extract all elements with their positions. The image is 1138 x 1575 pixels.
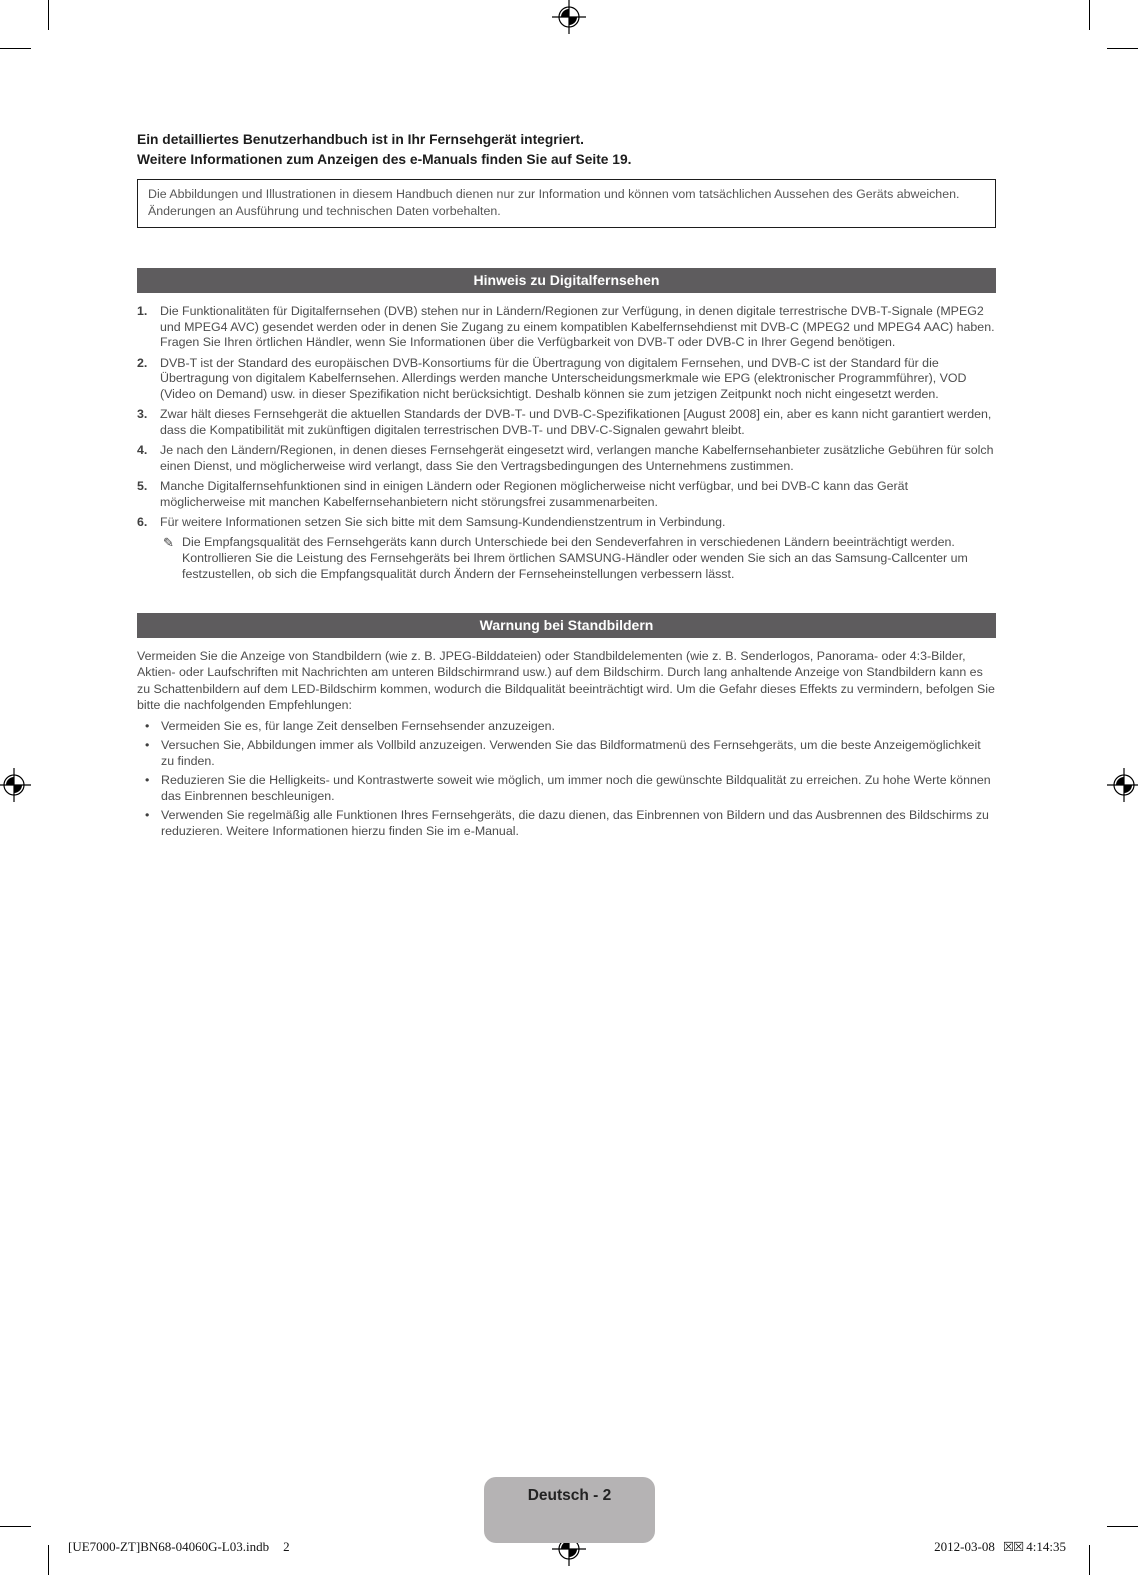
missing-glyph-boxes: ☒☒	[1002, 1540, 1024, 1554]
list-item-text: Die Funktionalitäten für Digitalfernsehen (DVB) stehen nur in Ländern/Regionen zur Verfügung, in denen digitale terrestrische DVB-T-Signale (MPEG2 und MPEG4 AVC) gesendet werden oder in denen Sie Zugang zu einem kompatiblen Kabelfernsehdienst mit DVB-C (MPEG2 und MPEG4 AAC) haben. Fragen Sie Ihren örtlichen Händler, wenn Sie Informationen über die Verfügbarkeit von DVB-T oder DVB-C in Ihrer Gegend benötigen.	[160, 304, 995, 350]
bullet-marker: •	[145, 719, 150, 734]
notice-box: Die Abbildungen und Illustrationen in diesem Handbuch dienen nur zur Information und können vom tatsächlichen Aussehen des Geräts abweichen. Änderungen an Ausführung und technischen Daten vorbehalten.	[137, 179, 996, 228]
registration-mark-icon	[0, 768, 31, 802]
bullet-item	[137, 773, 996, 804]
imprint-file-info	[68, 1539, 290, 1555]
list-item-text: Zwar hält dieses Fernsehgerät die aktuellen Standards der DVB-T- und DVB-C-Spezifikationen [August 2008] ein, aber es kann nicht garantiert werden, dass die Kompatibilität mit zukünftigen digitalen terrestrischen DVB-T- und DBV-C-Signalen gewahrt bleibt.	[160, 407, 992, 437]
crop-mark	[1107, 1526, 1138, 1527]
list-item-number: 2.	[137, 355, 148, 370]
reception-quality-note	[163, 535, 996, 582]
imprint-time: 4:14:35	[1026, 1539, 1066, 1554]
list-item-text: Manche Digitalfernsehfunktionen sind in einigen Ländern oder Regionen möglicherweise nicht verfügbar, und bei DVB-C kann das Gerät möglicherweise mit manchen Kabelfernsehanbietern nicht störungsfrei zusammenarbeiten.	[160, 479, 909, 509]
pencil-note-icon: ✎	[163, 535, 174, 551]
bullet-item	[137, 719, 996, 735]
digital-tv-notes-list	[137, 304, 996, 582]
intro-line-2: Weitere Informationen zum Anzeigen des e-Manuals finden Sie auf Seite 19.	[137, 152, 632, 167]
list-item-text: Für weitere Informationen setzen Sie sich bitte mit dem Samsung-Kundendienstzentrum in Verbindung.	[160, 514, 726, 529]
imprint-file-page: 2	[283, 1539, 290, 1554]
section-header-digital-tv: Hinweis zu Digitalfernsehen	[137, 268, 996, 293]
bullet-marker: •	[145, 808, 150, 823]
list-item-number: 5.	[137, 479, 148, 494]
list-item-number: 3.	[137, 407, 148, 422]
list-item-text: Je nach den Ländern/Regionen, in denen dieses Fernsehgerät eingesetzt wird, verlangen manche Kabelfernsehanbieter zusätzliche Gebühren für solch einen Dienst, und möglicherweise wird verlangt, dass Sie den Vertragsbedingungen des Unternehmens zustimmen.	[160, 443, 994, 473]
crop-mark	[0, 48, 31, 49]
section-header-still-images: Warnung bei Standbildern	[137, 613, 996, 638]
bullet-text: Vermeiden Sie es, für lange Zeit denselben Fernsehsender anzuzeigen.	[161, 719, 555, 734]
list-item	[137, 443, 996, 474]
registration-mark-icon	[552, 0, 586, 34]
bullet-text: Versuchen Sie, Abbildungen immer als Vollbild anzuzeigen. Verwenden Sie das Bildformatmenü des Fernsehgeräts, um die beste Anzeigemöglichkeit zu finden.	[161, 738, 981, 768]
intro-line-1: Ein detailliertes Benutzerhandbuch ist in Ihr Fernsehgerät integriert.	[137, 132, 584, 147]
crop-mark	[1089, 1545, 1090, 1575]
bullet-text: Verwenden Sie regelmäßig alle Funktionen Ihres Fernsehgeräts, die dazu dienen, das Einbrennen von Bildern und das Ausbrennen des Bildschirms zu reduzieren. Weitere Informationen hierzu finden Sie im e-Manual.	[161, 808, 989, 838]
list-item	[137, 356, 996, 403]
crop-mark	[48, 1545, 49, 1575]
bullet-text: Reduzieren Sie die Helligkeits- und Kontrastwerte soweit wie möglich, um immer noch die gewünschte Bildqualität zu erreichen. Zu hohe Werte können das Einbrennen beschleunigen.	[161, 773, 991, 803]
still-image-warning-paragraph: Vermeiden Sie die Anzeige von Standbildern (wie z. B. JPEG-Bilddateien) oder Standbildelementen (wie z. B. Senderlogos, Panorama- oder 4:3-Bilder, Aktien- oder Laufschriften mit Nachrichten am unteren Bildschirmrand usw.) auf dem Bildschirm. Durch lang anhaltende Anzeige von Standbildern kann es zu Schattenbildern auf dem LED-Bildschirm kommen, wodurch die Bildqualität beeinträchtigt wird. Um die Gefahr dieses Effekts zu vermindern, befolgen Sie bitte die nachfolgenden Empfehlungen:	[137, 649, 995, 712]
imprint-timestamp	[934, 1539, 1066, 1555]
crop-mark	[1089, 0, 1090, 30]
page-number-box	[484, 1477, 655, 1543]
crop-mark	[0, 1526, 31, 1527]
crop-mark	[1107, 48, 1138, 49]
list-item-text: DVB-T ist der Standard des europäischen DVB-Konsortiums für die Übertragung von digitalem Fernsehen, und DVB-C ist der Standard für die Übertragung von digitalem Kabelfernsehen. Allerdings werden manche Unterscheidungsmerkmale wie EPG (elektronischer Programmführer), VOD (Video on Demand) usw. in dieser Spezifikation nicht berücksichtigt. Deshalb können sie zum jetzigen Zeitpunkt noch nicht eingesetzt werden.	[160, 355, 967, 402]
registration-mark-icon	[1107, 768, 1138, 802]
bullet-item	[137, 738, 996, 769]
list-item	[137, 479, 996, 510]
list-item	[137, 515, 996, 531]
bullet-marker: •	[145, 738, 150, 753]
list-item	[137, 304, 996, 351]
list-item-number: 1.	[137, 304, 148, 318]
imprint-file-name: [UE7000-ZT]BN68-04060G-L03.indb	[68, 1539, 270, 1554]
imprint-date: 2012-03-08	[934, 1539, 995, 1554]
list-item	[137, 407, 996, 438]
recommendations-list	[137, 719, 996, 839]
page-number-label: Deutsch - 2	[527, 1487, 612, 1504]
note-text: Die Empfangsqualität des Fernsehgeräts kann durch Unterschiede bei den Sendeverfahren in verschiedenen Ländern beeinträchtigt werden. Kontrollieren Sie die Leistung des Fernsehgeräts bei Ihrem örtlichen SAMSUNG-Händler oder wenden Sie sich an das Samsung-Callcenter um festzustellen, ob sich die Empfangsqualität durch Ändern der Fernseheinstellungen verbessern lässt.	[182, 535, 968, 581]
crop-mark	[48, 0, 49, 30]
bullet-marker: •	[145, 773, 150, 788]
page-content	[137, 130, 996, 843]
bullet-item	[137, 808, 996, 839]
list-item-number: 6.	[137, 514, 148, 529]
list-item-number: 4.	[137, 443, 148, 458]
